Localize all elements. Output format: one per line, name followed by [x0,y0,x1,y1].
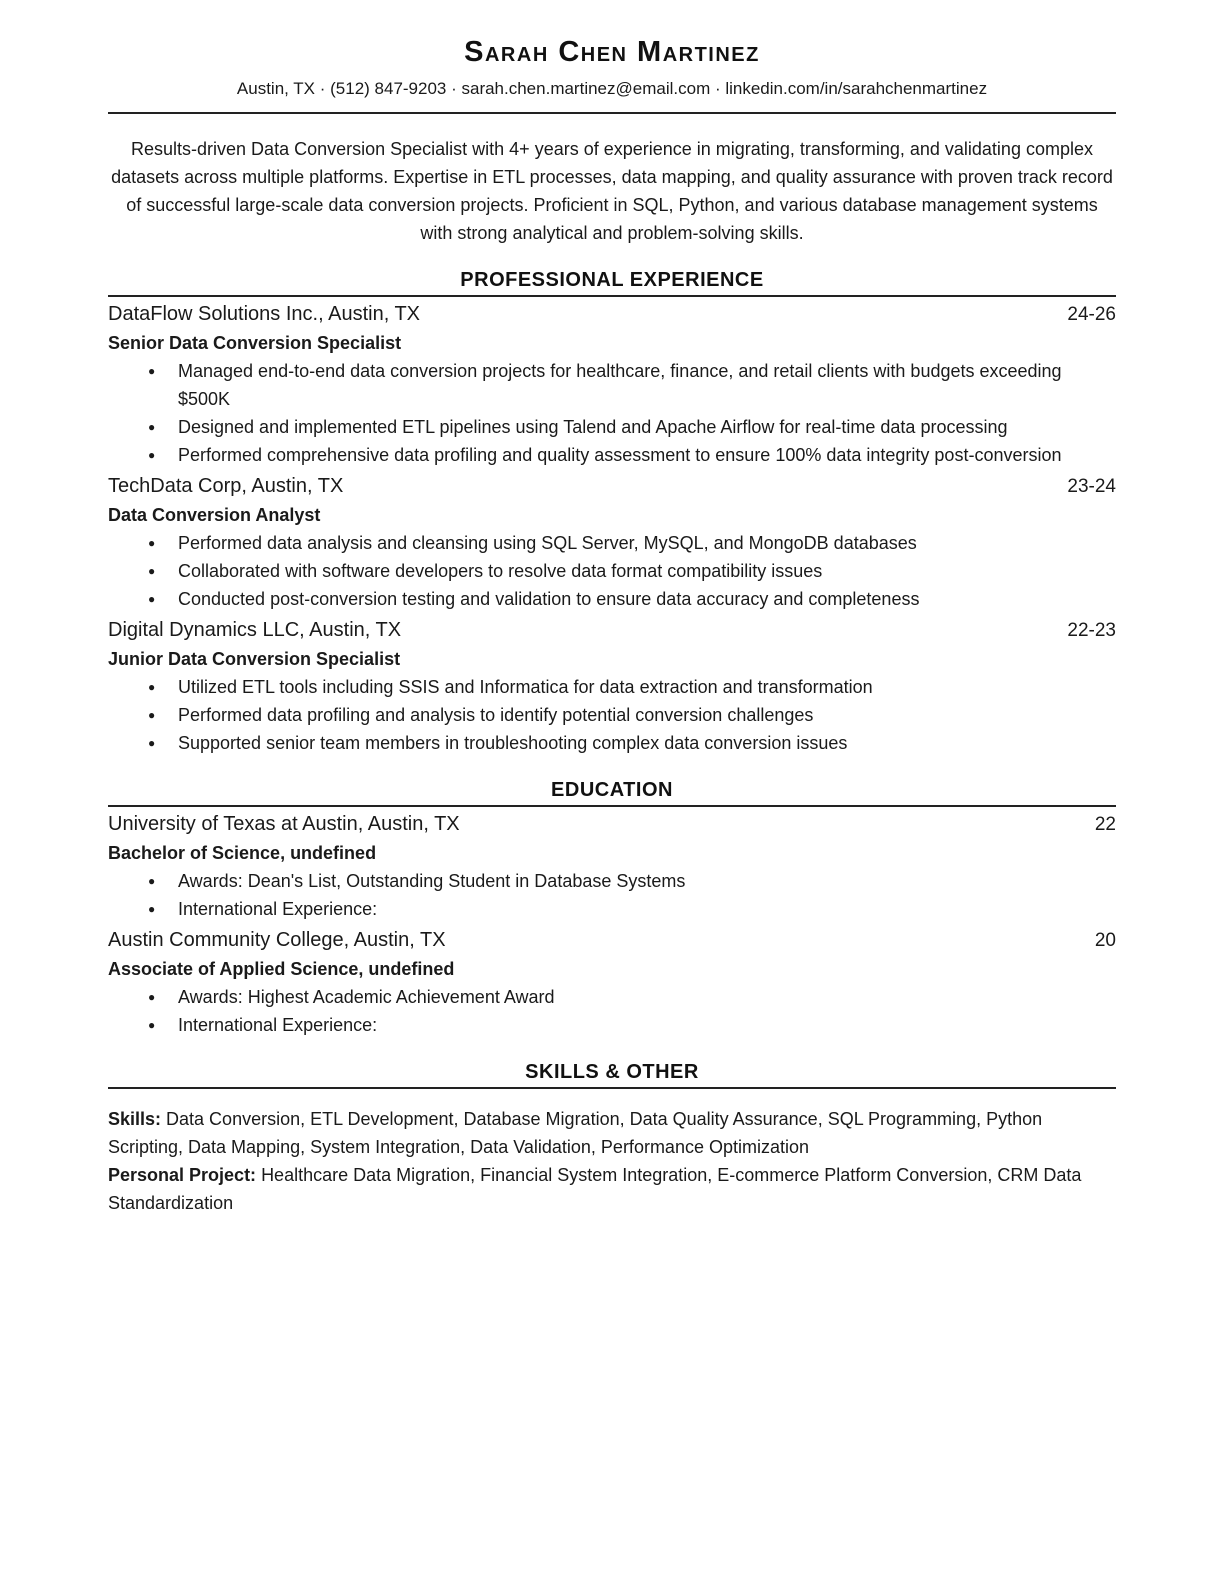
school-name: Austin Community College, Austin, TX [108,929,446,951]
education-heading: EDUCATION [108,779,1116,807]
job-bullet: ● Utilized ETL tools including SSIS and Informatica for data extraction and transformation [108,673,1116,701]
school-header-row [108,810,1116,839]
school-dates: 20 [1094,930,1116,951]
section-experience [108,269,1116,757]
personal-project-label: Personal Project: [108,1165,257,1185]
resume-name: Sarah Chen Martinez [464,36,760,68]
skills-line [108,1105,1116,1161]
job-bullet: ● Performed data profiling and analysis to identify potential conversion challenges [108,701,1116,729]
summary-paragraph: Results-driven Data Conversion Specialist with 4+ years of experience in migrating, transforming, and validating complex datasets across multiple platforms. Expertise in ETL processes, data mapping, and quality assurance with proven track record of successful large-scale data conversion projects. Proficient in SQL, Python, and various database management systems with strong analytical and problem-solving skills. [111,139,1113,243]
job-title: Senior Data Conversion Specialist [108,333,402,353]
education-bullet: ● International Experience: [108,895,1116,923]
job-entry [108,472,1116,613]
education-entry [108,926,1116,1039]
job-bullet: ● Conducted post-conversion testing and validation to ensure data accuracy and completeness [108,585,1116,613]
education-bullet: ● International Experience: [108,1011,1116,1039]
job-title: Data Conversion Analyst [108,505,321,525]
experience-heading: PROFESSIONAL EXPERIENCE [108,269,1116,297]
skills-heading: SKILLS & OTHER [108,1061,1116,1089]
skills-block [108,1105,1116,1217]
job-bullet: ● Performed comprehensive data profiling and quality assessment to ensure 100% data integrity post-conversion [108,441,1116,469]
job-entry [108,616,1116,757]
degree-title: Associate of Applied Science, undefined [108,959,455,979]
job-header-row [108,472,1116,501]
job-bullets [108,673,1116,757]
degree-title: Bachelor of Science, undefined [108,843,377,863]
personal-project-text: Healthcare Data Migration, Financial System Integration, E-commerce Platform Conversion, CRM Data Standardization [108,1165,1082,1213]
school-header-row [108,926,1116,955]
job-bullet: ● Performed data analysis and cleansing using SQL Server, MySQL, and MongoDB databases [108,529,1116,557]
school-dates: 22 [1094,814,1116,835]
education-entry [108,810,1116,923]
school-name: University of Texas at Austin, Austin, TX [108,813,460,835]
job-bullet: ● Collaborated with software developers to resolve data format compatibility issues [108,557,1116,585]
job-entry [108,300,1116,469]
education-bullet: ● Awards: Dean's List, Outstanding Student in Database Systems [108,867,1116,895]
section-skills-other [108,1061,1116,1217]
company-name: Digital Dynamics LLC, Austin, TX [108,619,402,641]
personal-project-line [108,1161,1116,1217]
job-title: Junior Data Conversion Specialist [108,649,401,669]
skills-label: Skills: [108,1109,162,1129]
job-dates: 24-26 [1067,304,1116,325]
job-bullets [108,357,1116,469]
job-header-row [108,616,1116,645]
job-dates: 23-24 [1067,476,1116,497]
skills-text: Data Conversion, ETL Development, Database Migration, Data Quality Assurance, SQL Programming, Python Scripting, Data Mapping, System Integration, Data Validation, Performance Optimization [108,1109,1043,1157]
education-bullets [108,867,1116,923]
section-education [108,779,1116,1039]
job-bullets [108,529,1116,613]
job-dates: 22-23 [1067,620,1116,641]
company-name: TechData Corp, Austin, TX [108,475,344,497]
header-divider [108,112,1116,114]
education-bullets [108,983,1116,1039]
job-header-row [108,300,1116,329]
job-bullet: ● Designed and implemented ETL pipelines using Talend and Apache Airflow for real-time data processing [108,413,1116,441]
job-bullet: ● Managed end-to-end data conversion projects for healthcare, finance, and retail clients with budgets exceeding $500K [108,357,1116,413]
company-name: DataFlow Solutions Inc., Austin, TX [108,303,421,325]
education-bullet: ● Awards: Highest Academic Achievement Award [108,983,1116,1011]
job-bullet: ● Supported senior team members in troubleshooting complex data conversion issues [108,729,1116,757]
contact-line: Austin, TX · (512) 847-9203 · sarah.chen.martinez@email.com · linkedin.com/in/sarahchenmartinez [236,79,988,98]
